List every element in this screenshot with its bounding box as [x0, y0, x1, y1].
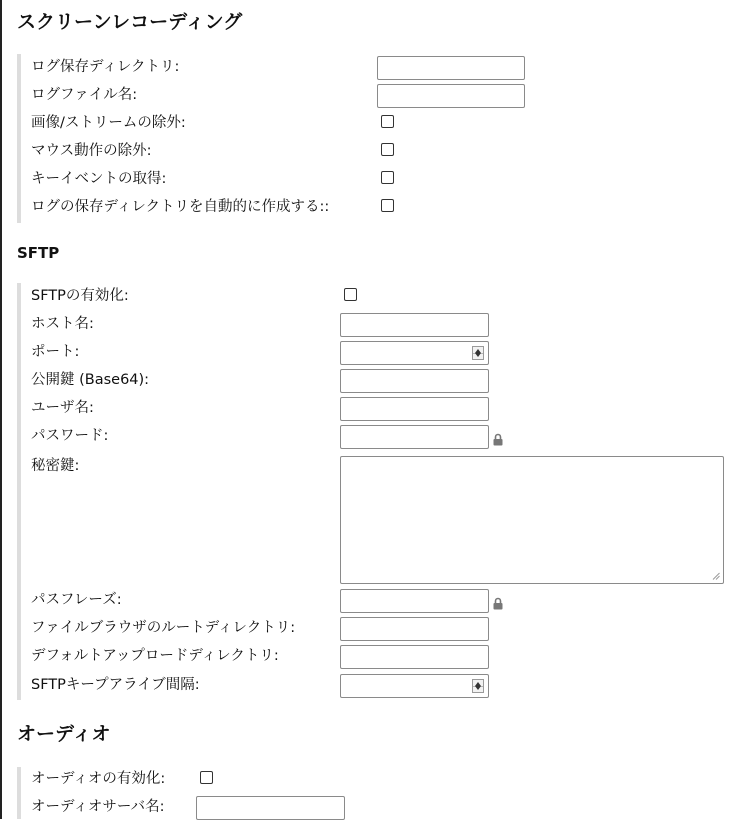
sftp-keepalive-input[interactable] — [340, 674, 489, 698]
sftp-public-key-input[interactable] — [340, 369, 489, 393]
resize-grip-icon[interactable] — [712, 572, 720, 580]
audio-enable-label: オーディオの有効化: — [31, 771, 166, 787]
sftp-group-bar — [17, 283, 21, 700]
sftp-port-label: ポート: — [31, 344, 80, 360]
exclude-image-label: 画像/ストリームの除外: — [31, 115, 186, 131]
sftp-root-directory-input[interactable] — [340, 617, 489, 641]
sftp-password-input[interactable] — [340, 425, 489, 449]
key-events-checkbox[interactable] — [381, 171, 394, 184]
sftp-port-input[interactable] — [340, 341, 489, 365]
section-title-sftp: SFTP — [17, 244, 60, 262]
sftp-hostname-label: ホスト名: — [31, 316, 94, 332]
sftp-username-label: ユーザ名: — [31, 400, 94, 416]
auto-create-dir-checkbox[interactable] — [381, 199, 394, 212]
sftp-username-input[interactable] — [340, 397, 489, 421]
sftp-passphrase-input[interactable] — [340, 589, 489, 613]
page-left-rule — [0, 0, 2, 819]
sftp-hostname-input[interactable] — [340, 313, 489, 337]
sftp-enable-label: SFTPの有効化: — [31, 288, 129, 304]
log-directory-label: ログ保存ディレクトリ: — [31, 59, 180, 75]
spinner-icon[interactable] — [472, 679, 484, 693]
section-title-recording: スクリーンレコーディング — [17, 11, 243, 33]
sftp-upload-directory-input[interactable] — [340, 645, 489, 669]
exclude-mouse-label: マウス動作の除外: — [31, 143, 152, 159]
sftp-private-key-label: 秘密鍵: — [31, 458, 80, 474]
lock-icon[interactable] — [493, 433, 503, 446]
log-directory-input[interactable] — [377, 56, 525, 80]
exclude-mouse-checkbox[interactable] — [381, 143, 394, 156]
audio-server-name-label: オーディオサーバ名: — [31, 799, 165, 815]
section-title-audio: オーディオ — [17, 723, 111, 745]
sftp-upload-directory-label: デフォルトアップロードディレクトリ: — [31, 648, 279, 664]
key-events-label: キーイベントの取得: — [31, 171, 167, 187]
sftp-root-directory-label: ファイルブラウザのルートディレクトリ: — [31, 620, 296, 636]
sftp-private-key-textarea[interactable] — [340, 456, 724, 584]
lock-icon[interactable] — [493, 597, 503, 610]
recording-group-bar — [17, 54, 21, 223]
sftp-password-label: パスワード: — [31, 428, 109, 444]
auto-create-dir-label: ログの保存ディレクトリを自動的に作成する:: — [31, 199, 330, 215]
audio-enable-checkbox[interactable] — [200, 771, 213, 784]
log-filename-label: ログファイル名: — [31, 87, 138, 103]
log-filename-input[interactable] — [377, 84, 525, 108]
sftp-passphrase-label: パスフレーズ: — [31, 592, 122, 608]
spinner-icon[interactable] — [472, 346, 484, 360]
spin-down-icon[interactable] — [475, 353, 481, 357]
spin-down-icon[interactable] — [475, 686, 481, 690]
sftp-public-key-label: 公開鍵 (Base64): — [31, 372, 150, 388]
sftp-keepalive-label: SFTPキープアライブ間隔: — [31, 677, 200, 693]
audio-server-name-input[interactable] — [196, 796, 345, 820]
sftp-enable-checkbox[interactable] — [344, 288, 357, 301]
audio-group-bar — [17, 767, 21, 819]
exclude-image-checkbox[interactable] — [381, 115, 394, 128]
